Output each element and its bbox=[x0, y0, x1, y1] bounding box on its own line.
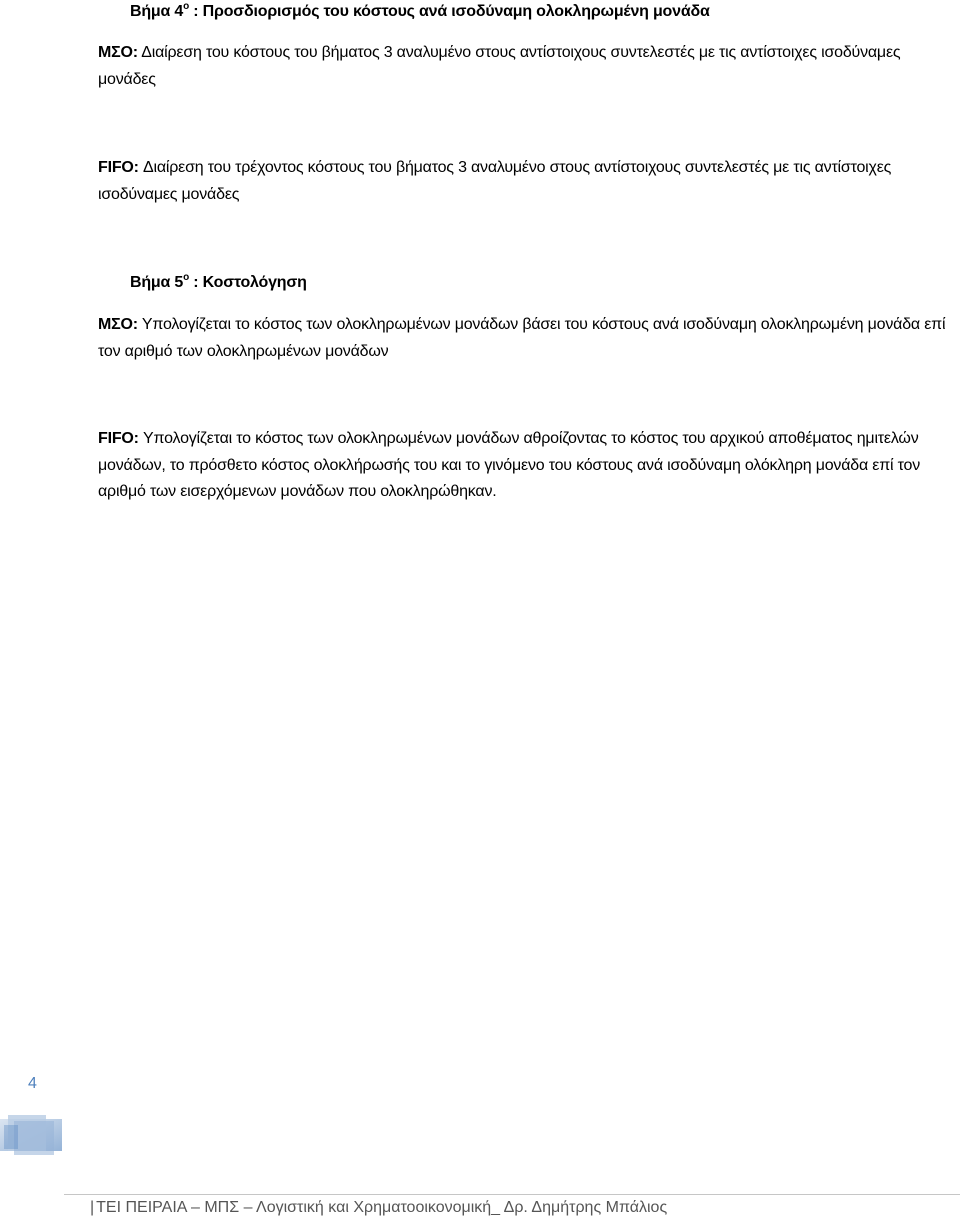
footer-text: ΤΕΙ ΠΕΙΡΑΙΑ – ΜΠΣ – Λογιστική και Χρηματοοικονομική_ Δρ. Δημήτρης Μπάλιος bbox=[96, 1199, 668, 1216]
step-4-title: : Προσδιορισμός του κόστους ανά ισοδύναμη ολοκληρωμένη μονάδα bbox=[189, 3, 710, 20]
step-5-fifo-paragraph bbox=[98, 426, 948, 506]
mso-label: ΜΣΟ: bbox=[98, 316, 138, 333]
step-4-fifo-paragraph bbox=[98, 155, 948, 208]
step-4-sup: ο bbox=[183, 1, 190, 12]
footer-divider bbox=[64, 1194, 960, 1195]
mso-label: ΜΣΟ: bbox=[98, 44, 138, 61]
page-decoration-graphic bbox=[0, 1115, 62, 1155]
step-4-mso-text: Διαίρεση του κόστους του βήματος 3 αναλυμένο στους αντίστοιχους συντελεστές με τις αντίστοιχες ισοδύναμες μονάδες bbox=[98, 44, 901, 88]
step-5-title: : Κοστολόγηση bbox=[189, 274, 307, 291]
step-4-prefix: Βήμα 4 bbox=[130, 3, 184, 20]
step-4-mso-paragraph bbox=[98, 40, 948, 93]
step-5-heading bbox=[130, 273, 307, 293]
step-5-mso-paragraph bbox=[98, 312, 948, 365]
page-decoration-icon bbox=[0, 1115, 62, 1155]
step-4-fifo-text: Διαίρεση του τρέχοντος κόστους του βήματος 3 αναλυμένο στους αντίστοιχους συντελεστές με τις αντίστοιχες ισοδύναμες μονάδες bbox=[98, 159, 892, 203]
step-5-fifo-text: Υπολογίζεται το κόστος των ολοκληρωμένων μονάδων αθροίζοντας το κόστος του αρχικού αποθέματος ημιτελών μονάδων, το πρόσθετο κόστος ολοκλήρωσής του και το γινόμενο του κόστους ανά ισοδύναμη ολόκληρη μονάδα επί τον αριθμό των εισερχόμενων μονάδων που ολοκληρώθηκαν. bbox=[98, 430, 921, 500]
fifo-label: FIFO: bbox=[98, 430, 139, 447]
page-number: 4 bbox=[28, 1075, 37, 1092]
footer bbox=[90, 1199, 667, 1217]
step-4-heading bbox=[130, 2, 710, 22]
fifo-label: FIFO: bbox=[98, 159, 139, 176]
step-5-sup: ο bbox=[183, 272, 190, 283]
footer-bar: | bbox=[90, 1199, 95, 1216]
step-5-prefix: Βήμα 5 bbox=[130, 274, 184, 291]
step-5-mso-text: Υπολογίζεται το κόστος των ολοκληρωμένων μονάδων βάσει του κόστους ανά ισοδύναμη ολοκληρωμένη μονάδα επί τον αριθμό των ολοκληρωμένων μονάδων bbox=[98, 316, 946, 360]
